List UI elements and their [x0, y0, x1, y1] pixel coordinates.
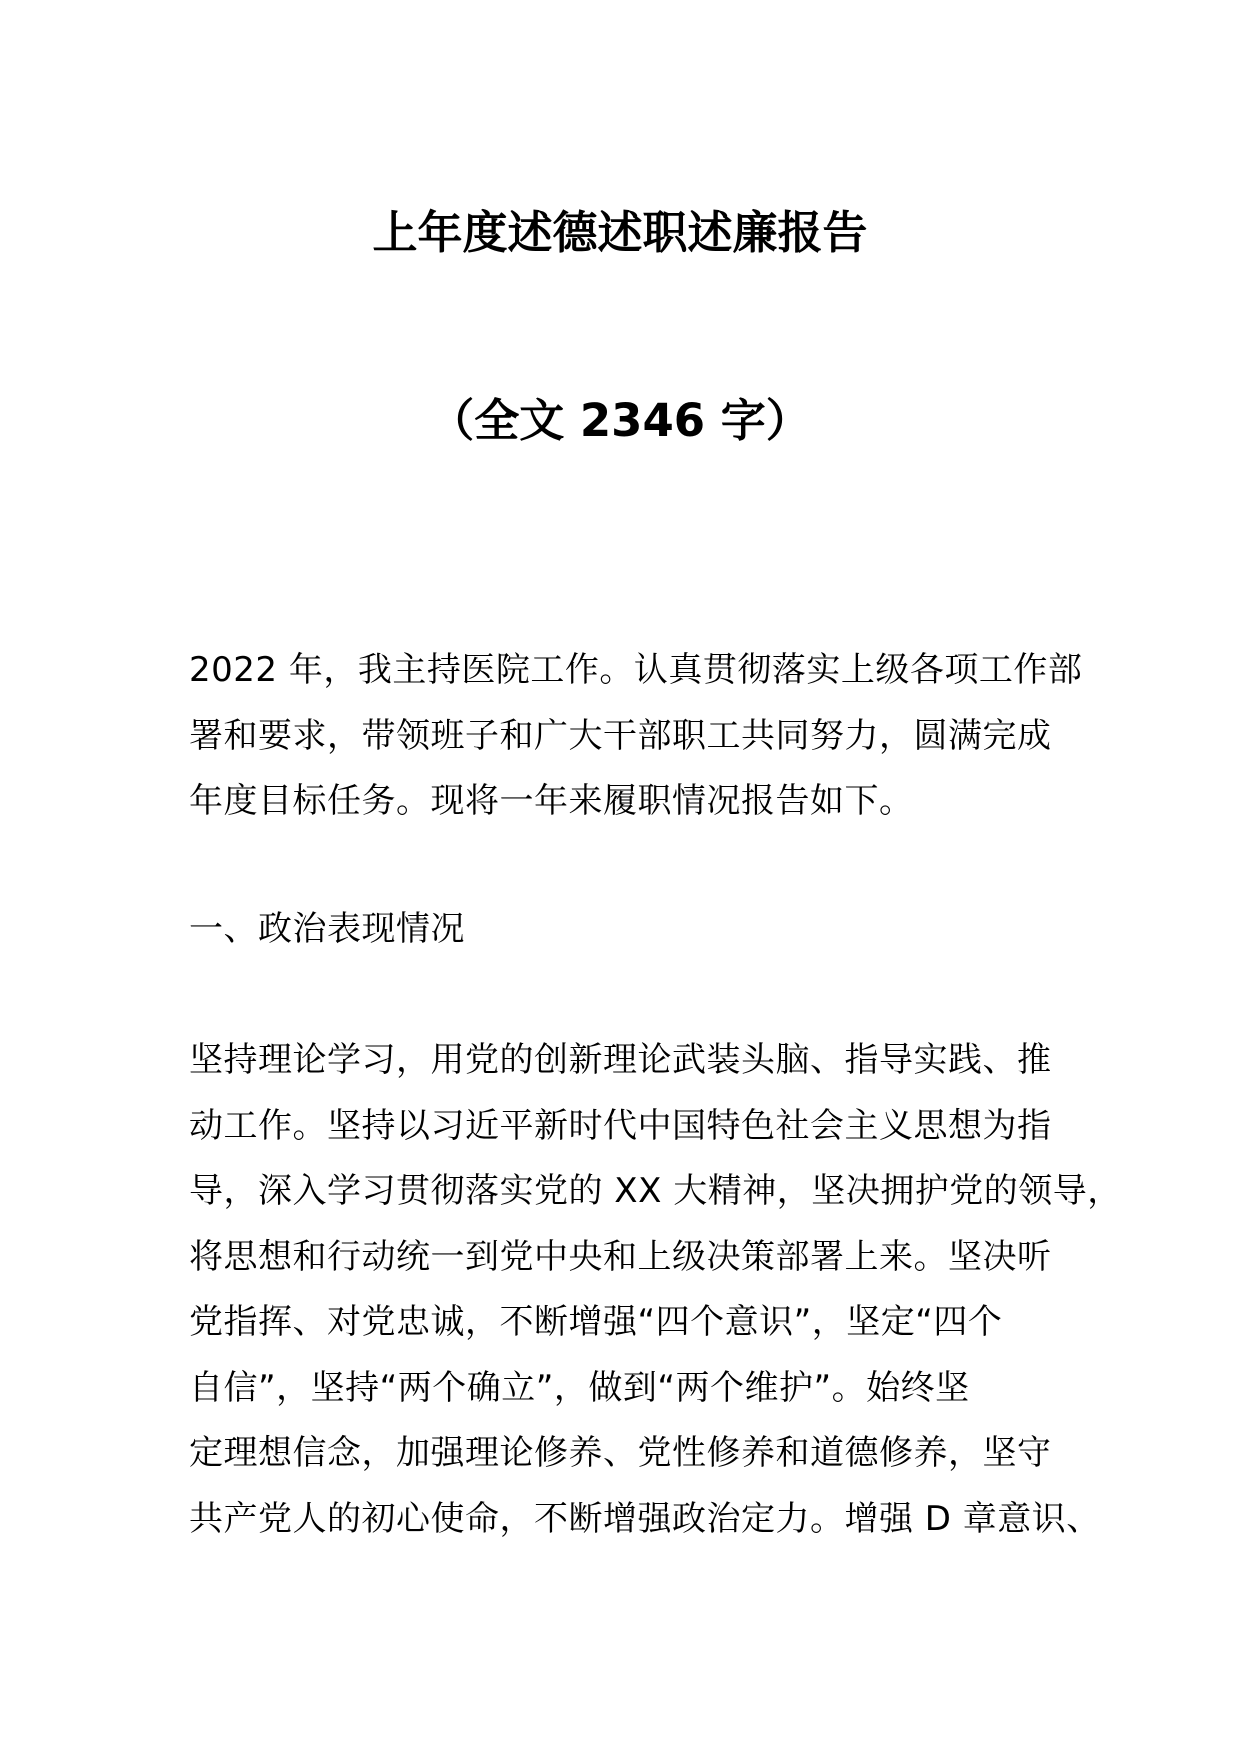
section-heading-text: 一、政治表现情况	[189, 909, 465, 949]
paragraph-line: 2022 年，我主持医院工作。认真贯彻落实上级各项工作部	[189, 650, 1083, 690]
document-subtitle: （全文 2346 字）	[429, 394, 811, 447]
paragraph-line: 共产党人的初心使命，不断增强政治定力。增强 D 章意识、	[189, 1498, 1101, 1539]
paragraph-line: 党指挥、对党忠诚，不断增强“四个意识”，坚定“四个	[189, 1302, 1003, 1342]
paragraph-line: 坚持理论学习，用党的创新理论武装头脑、指导实践、推	[189, 1040, 1052, 1080]
paragraph-line: 将思想和行动统一到党中央和上级决策部署上来。坚决听	[189, 1236, 1052, 1277]
section-paragraph	[189, 1028, 1122, 1552]
paragraph-line: 自信”，坚持“两个确立”，做到“两个维护”。始终坚	[189, 1367, 970, 1408]
section-heading	[189, 897, 1089, 963]
intro-paragraph	[189, 638, 1089, 835]
paragraph-line: 定理想信念，加强理论修养、党性修养和道德修养，坚守	[189, 1433, 1052, 1473]
paragraph-line: 年度目标任务。现将一年来履职情况报告如下。	[189, 781, 914, 821]
paragraph-line: 动工作。坚持以习近平新时代中国特色社会主义思想为指	[189, 1105, 1052, 1146]
paragraph-line: 署和要求，带领班子和广大干部职工共同努力，圆满完成	[189, 715, 1052, 756]
paragraph-line: 导，深入学习贯彻落实党的 XX 大精神，坚决拥护党的领导，	[189, 1171, 1122, 1211]
document-title: 上年度述德述职述廉报告	[372, 206, 868, 259]
